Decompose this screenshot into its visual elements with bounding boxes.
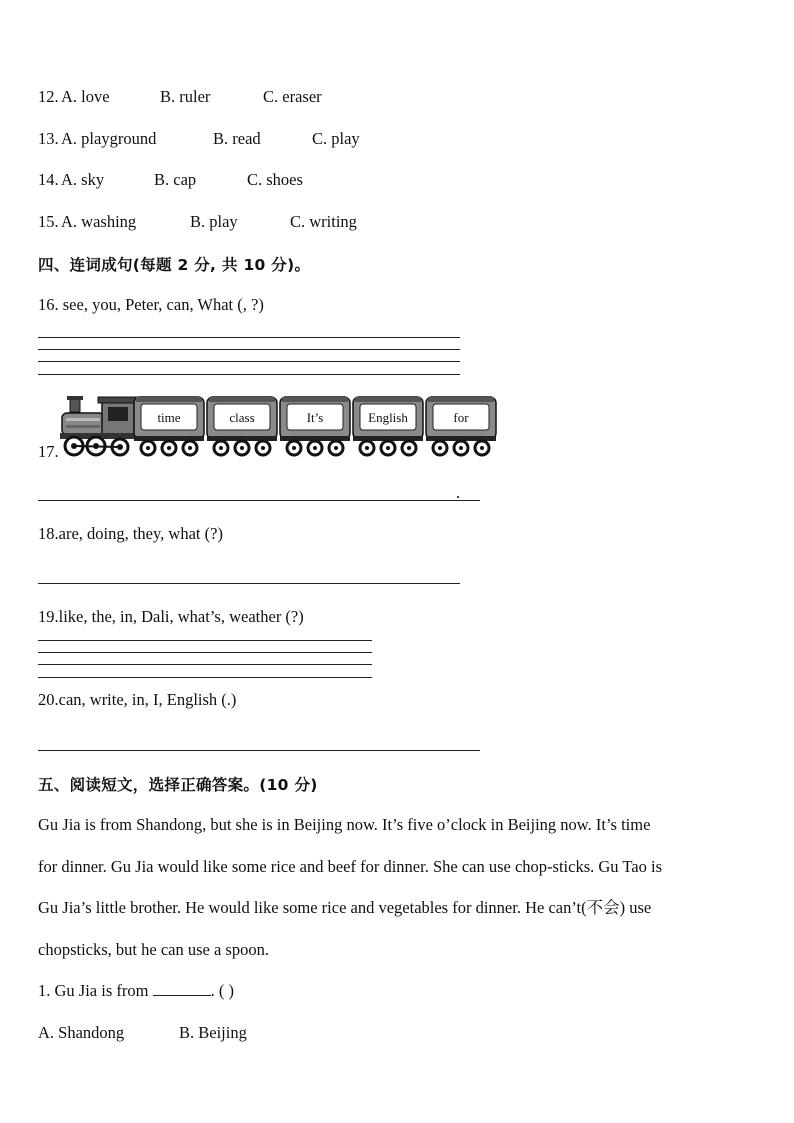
question-number: 15. <box>38 212 59 231</box>
section-heading: 四、连词成句(每题 2 分, 共 10 分)。 <box>38 256 311 274</box>
question-20: 20.can, write, in, I, English (.) <box>38 690 237 709</box>
option-b: B. Beijing <box>179 1023 247 1042</box>
option-c: C. shoes <box>247 170 303 189</box>
option-a: A. playground <box>61 129 157 148</box>
question-suffix: . ( ) <box>210 981 234 1000</box>
train-word: It’s <box>306 410 324 425</box>
passage-line: Gu Jia is from Shandong, but she is in Beijing now. It’s five o’clock in Beijing now. It’s time <box>38 815 651 834</box>
option-c: C. eraser <box>263 87 322 106</box>
question-number: 13. <box>38 129 59 148</box>
answer-period: . <box>456 483 461 502</box>
question-19: 19.like, the, in, Dali, what’s, weather (?) <box>38 607 304 626</box>
train-car[interactable] <box>353 397 423 455</box>
train-word: time <box>157 410 181 425</box>
question-16: 16. see, you, Peter, can, What (, ?) <box>38 295 264 314</box>
reading-question-1 <box>38 981 234 1001</box>
train-word: English <box>368 410 408 425</box>
option-a: A. love <box>61 87 110 106</box>
passage-line: chopsticks, but he can use a spoon. <box>38 940 269 959</box>
option-c: C. writing <box>290 212 357 231</box>
train-car[interactable] <box>426 397 496 455</box>
train-word: for <box>453 410 469 425</box>
question-number: 14. <box>38 170 59 189</box>
train-car[interactable] <box>207 397 277 455</box>
option-b: B. read <box>213 129 261 148</box>
question-17-number: 17. <box>38 442 59 461</box>
train-car[interactable] <box>134 397 204 455</box>
question-18: 18.are, doing, they, what (?) <box>38 524 223 543</box>
option-c: C. play <box>312 129 360 148</box>
option-b: B. cap <box>154 170 197 189</box>
train-car[interactable] <box>280 397 350 455</box>
locomotive-icon <box>60 396 138 455</box>
option-b: B. ruler <box>160 87 211 106</box>
option-a: A. washing <box>61 212 137 231</box>
option-b: B. play <box>190 212 238 231</box>
passage-line: for dinner. Gu Jia would like some rice and beef for dinner. She can use chop-sticks. Gu Tao is <box>38 857 663 876</box>
train-word: class <box>229 410 255 425</box>
option-a: A. Shandong <box>38 1023 125 1042</box>
passage-line: Gu Jia’s little brother. He would like some rice and vegetables for dinner. He can’t(不会) use <box>38 898 652 917</box>
option-a: A. sky <box>61 170 105 189</box>
question-number: 12. <box>38 87 59 106</box>
answer-line-20[interactable] <box>38 750 480 751</box>
train-illustration <box>58 393 504 459</box>
section-heading: 五、阅读短文，选择正确答案。(10 分) <box>38 776 318 794</box>
answer-blank[interactable] <box>153 981 211 996</box>
answer-line-18[interactable] <box>38 583 460 584</box>
question-text: 1. Gu Jia is from <box>38 981 149 1000</box>
answer-line-17[interactable] <box>38 500 480 501</box>
